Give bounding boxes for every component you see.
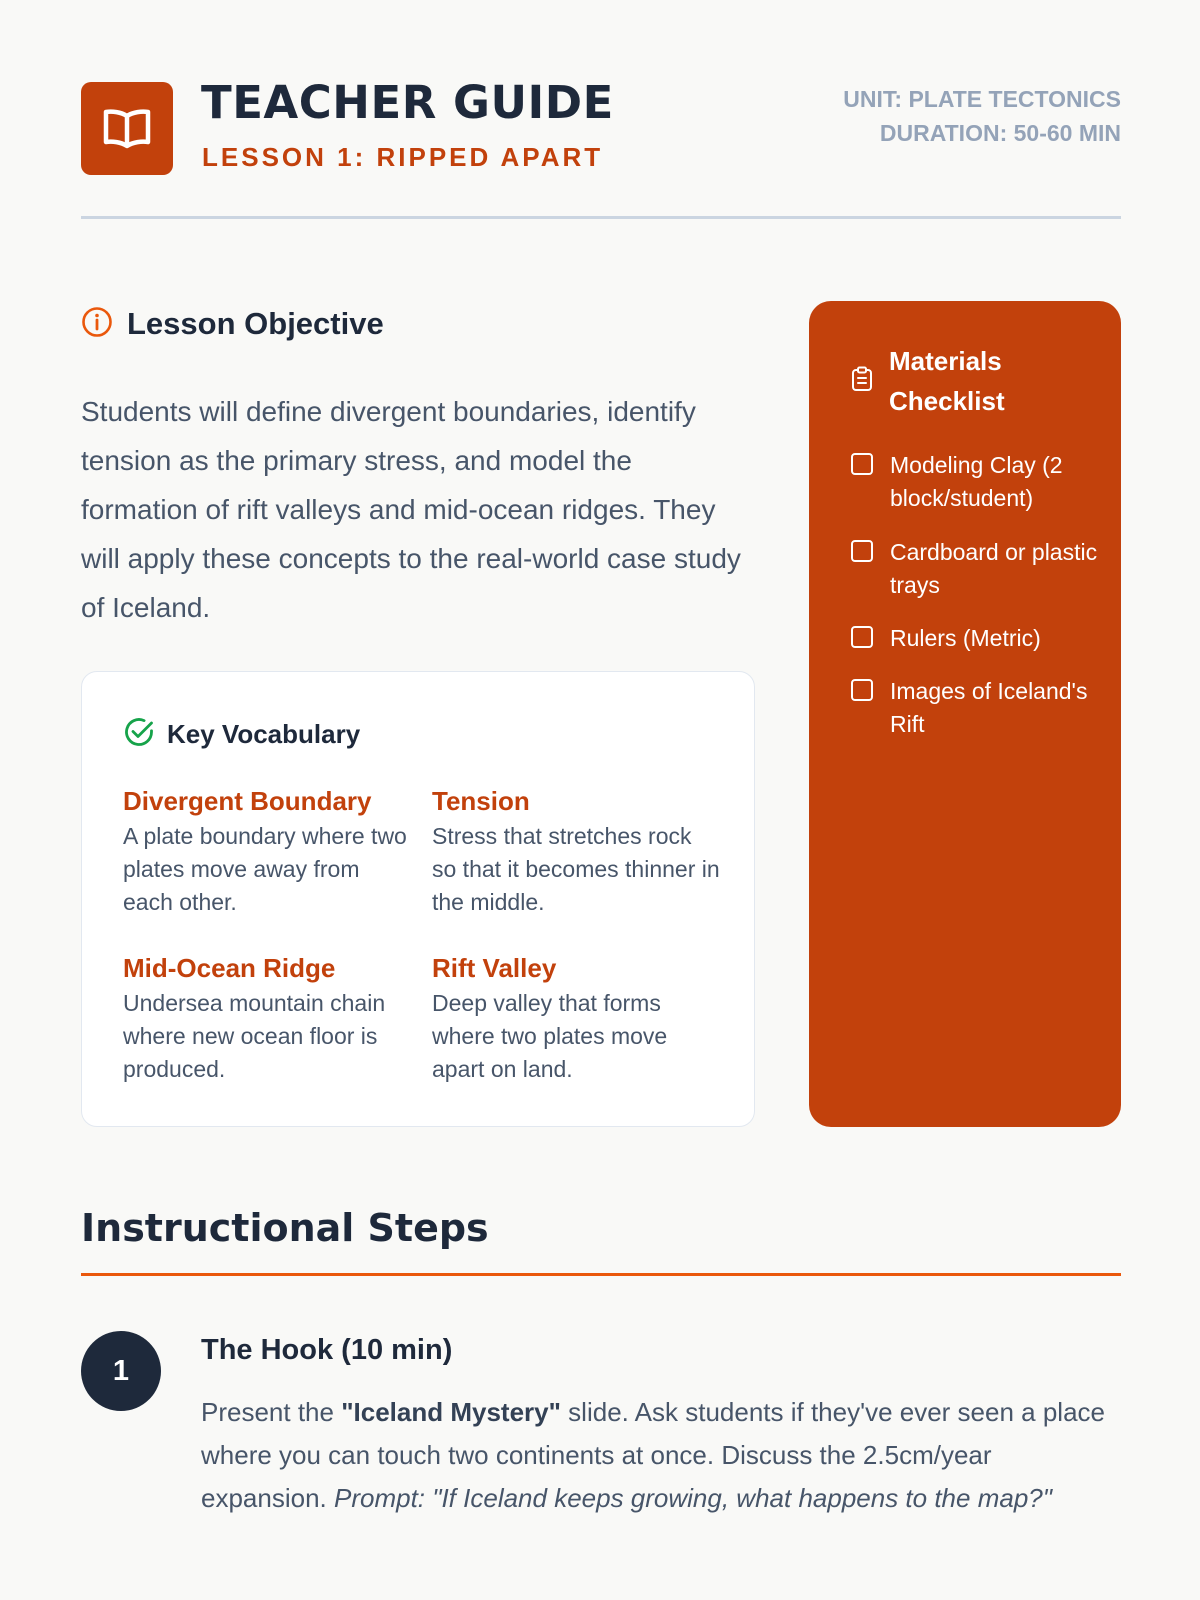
step-number-badge: 1 <box>81 1331 161 1411</box>
vocab-term-name: Divergent Boundary <box>123 786 372 816</box>
vocab-term-definition: A plate boundary where two plates move away from each other. <box>123 823 407 915</box>
lesson-meta <box>843 82 1121 150</box>
vocab-term-name: Mid-Ocean Ridge <box>123 953 336 983</box>
materials-heading-label: Materials Checklist <box>889 346 1005 416</box>
vocabulary-heading <box>123 716 360 753</box>
steps-divider <box>81 1273 1121 1276</box>
checkbox[interactable] <box>851 540 873 562</box>
clipboard-icon <box>851 366 873 397</box>
open-book-icon <box>81 82 173 175</box>
checkbox[interactable] <box>851 626 873 648</box>
page-title: TEACHER GUIDE <box>201 76 614 129</box>
vocab-term <box>432 951 722 1086</box>
step-body-text: slide. Ask students if they've ever seen a place where you can touch two continents at once. Discuss the 2.5cm/year expansion. <box>201 1397 1105 1513</box>
check-circle-icon <box>123 716 155 753</box>
instructional-steps-heading: Instructional Steps <box>81 1206 489 1250</box>
lesson-subtitle: LESSON 1: RIPPED APART <box>202 142 604 172</box>
header <box>81 76 1121 178</box>
materials-heading <box>851 341 1091 421</box>
checklist-item-label: Modeling Clay (2 block/student) <box>890 452 1063 511</box>
vocab-term-definition: Stress that stretches rock so that it becomes thinner in the middle. <box>432 823 720 915</box>
vocab-term-name: Rift Valley <box>432 953 557 983</box>
vocab-term-definition: Deep valley that forms where two plates move apart on land. <box>432 990 668 1082</box>
step-title: The Hook (10 min) <box>201 1334 453 1366</box>
step-body <box>201 1391 1121 1520</box>
vocab-term <box>123 951 413 1086</box>
duration-label: DURATION: 50-60 MIN <box>879 120 1121 146</box>
checklist-item-label: Images of Iceland's Rift <box>890 678 1088 737</box>
step-body-text: Present the <box>201 1397 342 1427</box>
checklist-item[interactable] <box>851 449 1101 515</box>
checklist-item-label: Cardboard or plastic trays <box>890 539 1098 598</box>
header-divider <box>81 216 1121 219</box>
checkbox[interactable] <box>851 679 873 701</box>
materials-checklist-panel <box>809 301 1121 1127</box>
vocab-term <box>432 784 722 919</box>
unit-label: UNIT: PLATE TECTONICS <box>843 86 1121 112</box>
checklist-item[interactable] <box>851 536 1101 602</box>
info-circle-icon <box>81 306 113 343</box>
vocab-term-name: Tension <box>432 786 530 816</box>
objective-text: Students will define divergent boundaries, identify tension as the primary stress, and model the formation of rift valleys and mid-ocean ridges. They will apply these concepts to the real-world case study of Iceland. <box>81 396 741 623</box>
checklist-item[interactable] <box>851 622 1101 655</box>
vocab-term-definition: Undersea mountain chain where new ocean floor is produced. <box>123 990 386 1082</box>
checkbox[interactable] <box>851 453 873 475</box>
objective-heading <box>81 306 384 342</box>
step-prompt: Prompt: "If Iceland keeps growing, what happens to the map?" <box>333 1483 1052 1513</box>
step-body-highlight: "Iceland Mystery" <box>341 1397 561 1427</box>
vocab-term <box>123 784 413 919</box>
vocabulary-heading-label: Key Vocabulary <box>167 719 361 749</box>
checklist-item[interactable] <box>851 675 1101 741</box>
teacher-guide-page <box>81 0 1121 1600</box>
key-vocabulary-card <box>81 671 755 1127</box>
objective-heading-label: Lesson Objective <box>127 306 384 341</box>
checklist-item-label: Rulers (Metric) <box>890 625 1041 651</box>
